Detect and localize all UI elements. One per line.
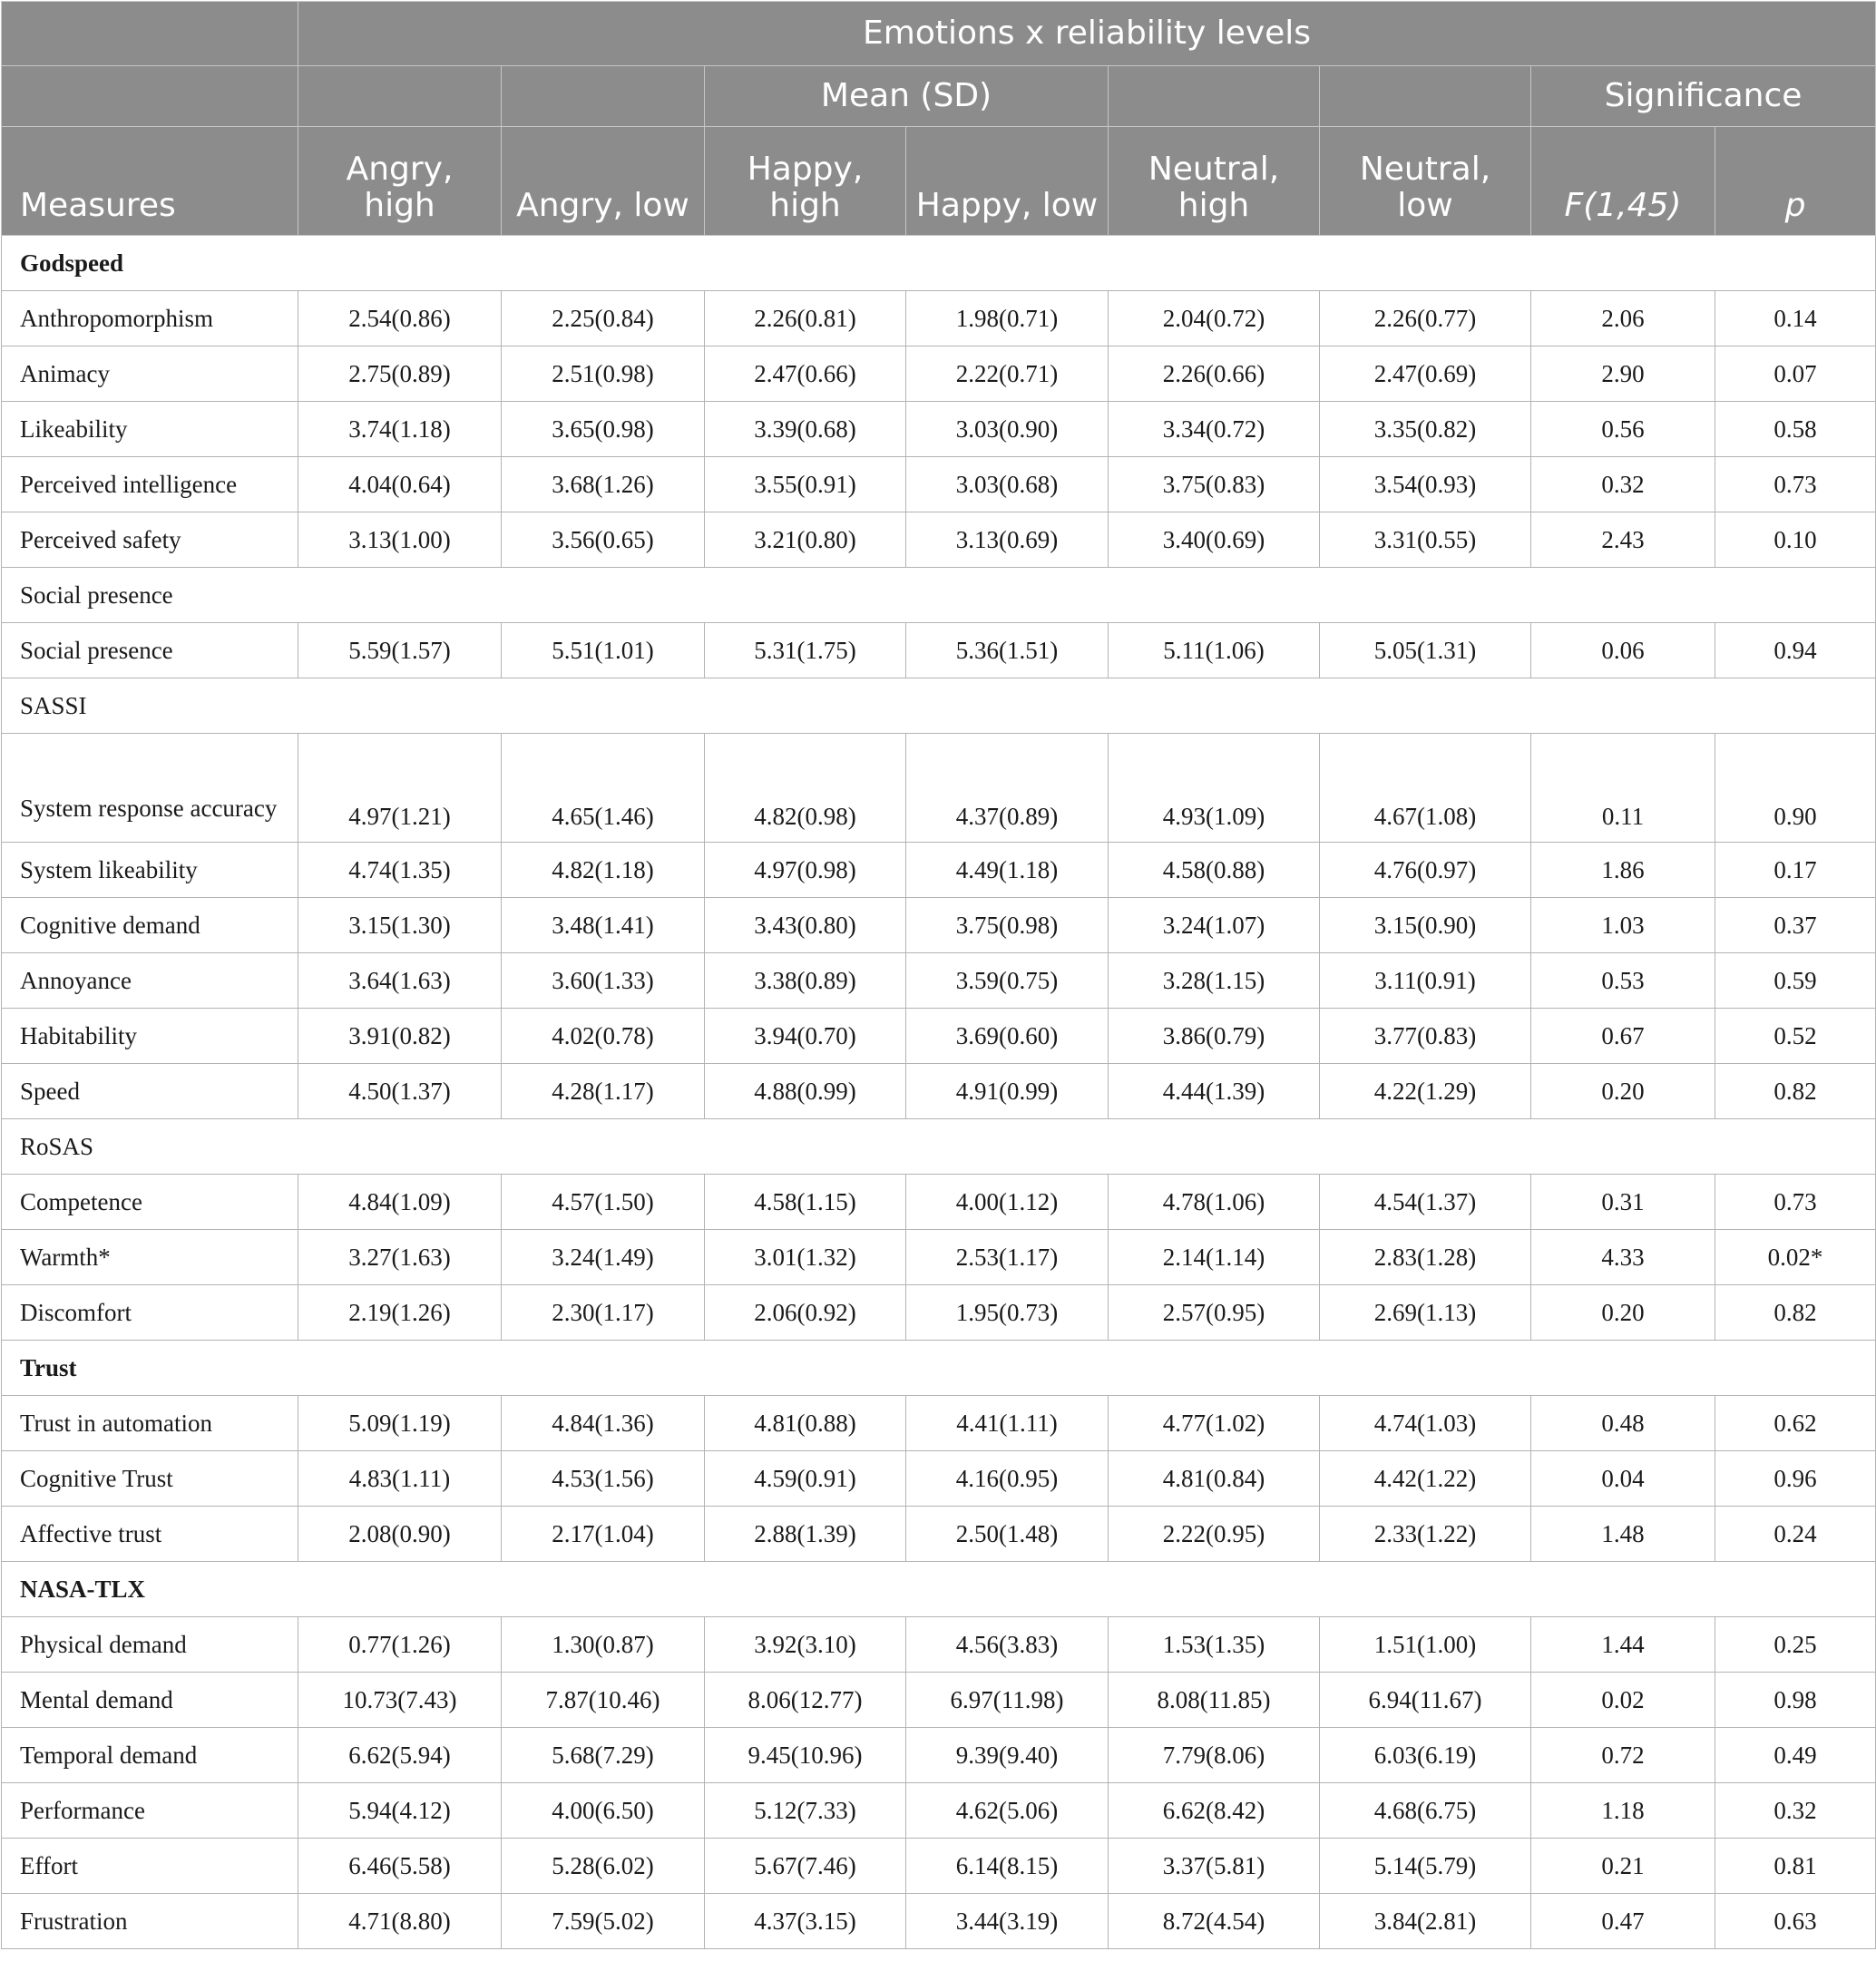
header-row-subgroup [2, 66, 1876, 127]
happy-low-cell: 1.98(0.71) [906, 291, 1109, 346]
angry-low-cell: 7.59(5.02) [502, 1894, 705, 1949]
p-value-cell: 0.96 [1715, 1451, 1876, 1507]
p-value-cell: 0.59 [1715, 953, 1876, 1009]
neutral-low-cell: 4.68(6.75) [1320, 1783, 1531, 1839]
angry-low-cell: 4.53(1.56) [502, 1451, 705, 1507]
happy-high-cell: 4.59(0.91) [705, 1451, 906, 1507]
p-value-cell: 0.07 [1715, 346, 1876, 402]
measure-label: Speed [2, 1064, 298, 1119]
section-row-trust [2, 1341, 1876, 1396]
happy-low-cell: 4.41(1.11) [906, 1396, 1109, 1451]
table-row [2, 512, 1876, 568]
section-label: Godspeed [2, 236, 1876, 291]
happy-high-cell: 3.39(0.68) [705, 402, 906, 457]
happy-low-cell: 4.49(1.18) [906, 843, 1109, 898]
neutral-high-cell: 4.81(0.84) [1109, 1451, 1320, 1507]
happy-high-cell: 3.21(0.80) [705, 512, 906, 568]
section-row-social-presence [2, 568, 1876, 623]
p-value-cell: 0.17 [1715, 843, 1876, 898]
happy-low-cell: 2.22(0.71) [906, 346, 1109, 402]
neutral-high-cell: 1.53(1.35) [1109, 1617, 1320, 1673]
section-label: SASSI [2, 678, 1876, 734]
happy-low-cell: 3.44(3.19) [906, 1894, 1109, 1949]
f-stat-cell: 0.47 [1531, 1894, 1715, 1949]
f-stat-cell: 2.43 [1531, 512, 1715, 568]
happy-high-cell: 3.43(0.80) [705, 898, 906, 953]
header-blank [298, 66, 502, 127]
happy-low-cell: 3.69(0.60) [906, 1009, 1109, 1064]
p-value-cell: 0.82 [1715, 1285, 1876, 1341]
neutral-low-cell: 4.76(0.97) [1320, 843, 1531, 898]
table-row [2, 623, 1876, 678]
table-row [2, 1728, 1876, 1783]
f-stat-cell: 0.53 [1531, 953, 1715, 1009]
angry-high-cell: 3.64(1.63) [298, 953, 502, 1009]
neutral-low-cell: 2.83(1.28) [1320, 1230, 1531, 1285]
f-stat-cell: 1.03 [1531, 898, 1715, 953]
angry-low-cell: 3.65(0.98) [502, 402, 705, 457]
angry-low-cell: 3.56(0.65) [502, 512, 705, 568]
neutral-high-cell: 8.72(4.54) [1109, 1894, 1320, 1949]
table-row [2, 346, 1876, 402]
happy-high-cell: 2.26(0.81) [705, 291, 906, 346]
angry-high-cell: 3.74(1.18) [298, 402, 502, 457]
f-stat-cell: 1.48 [1531, 1507, 1715, 1562]
happy-high-cell: 5.31(1.75) [705, 623, 906, 678]
p-value-cell: 0.37 [1715, 898, 1876, 953]
angry-low-cell: 4.84(1.36) [502, 1396, 705, 1451]
f-stat-cell: 1.44 [1531, 1617, 1715, 1673]
neutral-low-cell: 4.42(1.22) [1320, 1451, 1531, 1507]
p-value-cell: 0.25 [1715, 1617, 1876, 1673]
table-row [2, 1064, 1876, 1119]
measure-label: Social presence [2, 623, 298, 678]
neutral-high-cell: 2.14(1.14) [1109, 1230, 1320, 1285]
p-value-cell: 0.98 [1715, 1673, 1876, 1728]
angry-high-cell: 4.83(1.11) [298, 1451, 502, 1507]
angry-high-cell: 2.54(0.86) [298, 291, 502, 346]
angry-high-cell: 10.73(7.43) [298, 1673, 502, 1728]
neutral-high-cell: 2.04(0.72) [1109, 291, 1320, 346]
header-blank [2, 66, 298, 127]
table-row [2, 1617, 1876, 1673]
p-value-cell: 0.82 [1715, 1064, 1876, 1119]
section-label: Social presence [2, 568, 1876, 623]
measure-label: Cognitive demand [2, 898, 298, 953]
neutral-high-cell: 5.11(1.06) [1109, 623, 1320, 678]
f-stat-cell: 2.06 [1531, 291, 1715, 346]
angry-low-cell: 5.68(7.29) [502, 1728, 705, 1783]
measure-label: Discomfort [2, 1285, 298, 1341]
happy-low-cell: 1.95(0.73) [906, 1285, 1109, 1341]
table-row [2, 1839, 1876, 1894]
happy-low-cell: 9.39(9.40) [906, 1728, 1109, 1783]
section-label: NASA-TLX [2, 1562, 1876, 1617]
section-row-rosas [2, 1119, 1876, 1175]
col-neutral-low: Neutral, low [1320, 127, 1531, 236]
f-stat-cell: 2.90 [1531, 346, 1715, 402]
neutral-high-cell: 3.34(0.72) [1109, 402, 1320, 457]
f-stat-cell: 0.32 [1531, 457, 1715, 512]
section-row-nasa-tlx [2, 1562, 1876, 1617]
table-row [2, 402, 1876, 457]
happy-low-cell: 3.13(0.69) [906, 512, 1109, 568]
neutral-low-cell: 4.67(1.08) [1320, 734, 1531, 843]
measure-label: Temporal demand [2, 1728, 298, 1783]
measure-label: System response accuracy [2, 734, 298, 843]
neutral-high-cell: 4.58(0.88) [1109, 843, 1320, 898]
header-blank [1109, 66, 1320, 127]
angry-high-cell: 4.97(1.21) [298, 734, 502, 843]
table-row [2, 843, 1876, 898]
neutral-low-cell: 3.31(0.55) [1320, 512, 1531, 568]
p-value-cell: 0.62 [1715, 1396, 1876, 1451]
f-stat-cell: 0.11 [1531, 734, 1715, 843]
section-row-godspeed [2, 236, 1876, 291]
happy-high-cell: 2.88(1.39) [705, 1507, 906, 1562]
col-happy-low: Happy, low [906, 127, 1109, 236]
table-row [2, 1230, 1876, 1285]
neutral-low-cell: 4.22(1.29) [1320, 1064, 1531, 1119]
angry-high-cell: 6.62(5.94) [298, 1728, 502, 1783]
happy-low-cell: 4.56(3.83) [906, 1617, 1109, 1673]
angry-low-cell: 4.65(1.46) [502, 734, 705, 843]
angry-high-cell: 4.84(1.09) [298, 1175, 502, 1230]
f-stat-cell: 0.02 [1531, 1673, 1715, 1728]
mean-sd-label: Mean (SD) [705, 66, 1109, 127]
angry-low-cell: 4.82(1.18) [502, 843, 705, 898]
header-row-columns [2, 127, 1876, 236]
neutral-high-cell: 4.44(1.39) [1109, 1064, 1320, 1119]
neutral-high-cell: 2.22(0.95) [1109, 1507, 1320, 1562]
neutral-low-cell: 6.03(6.19) [1320, 1728, 1531, 1783]
angry-high-cell: 2.75(0.89) [298, 346, 502, 402]
measure-label: Mental demand [2, 1673, 298, 1728]
neutral-low-cell: 5.05(1.31) [1320, 623, 1531, 678]
p-value-cell: 0.10 [1715, 512, 1876, 568]
angry-low-cell: 3.68(1.26) [502, 457, 705, 512]
happy-low-cell: 4.16(0.95) [906, 1451, 1109, 1507]
neutral-high-cell: 2.57(0.95) [1109, 1285, 1320, 1341]
happy-high-cell: 4.97(0.98) [705, 843, 906, 898]
angry-low-cell: 7.87(10.46) [502, 1673, 705, 1728]
p-value-cell: 0.58 [1715, 402, 1876, 457]
measure-label: Performance [2, 1783, 298, 1839]
header-row-group [2, 2, 1876, 66]
table-row [2, 953, 1876, 1009]
measure-label: Habitability [2, 1009, 298, 1064]
happy-high-cell: 3.92(3.10) [705, 1617, 906, 1673]
neutral-low-cell: 3.15(0.90) [1320, 898, 1531, 953]
neutral-low-cell: 4.74(1.03) [1320, 1396, 1531, 1451]
f-stat-cell: 0.31 [1531, 1175, 1715, 1230]
angry-low-cell: 1.30(0.87) [502, 1617, 705, 1673]
angry-high-cell: 4.04(0.64) [298, 457, 502, 512]
p-value-cell: 0.52 [1715, 1009, 1876, 1064]
angry-low-cell: 3.48(1.41) [502, 898, 705, 953]
happy-low-cell: 4.62(5.06) [906, 1783, 1109, 1839]
angry-low-cell: 4.00(6.50) [502, 1783, 705, 1839]
neutral-high-cell: 3.86(0.79) [1109, 1009, 1320, 1064]
angry-high-cell: 5.59(1.57) [298, 623, 502, 678]
measure-label: Cognitive Trust [2, 1451, 298, 1507]
f-stat-cell: 0.06 [1531, 623, 1715, 678]
happy-low-cell: 3.75(0.98) [906, 898, 1109, 953]
measure-label: Likeability [2, 402, 298, 457]
measure-label: Perceived safety [2, 512, 298, 568]
measure-label: Anthropomorphism [2, 291, 298, 346]
happy-low-cell: 5.36(1.51) [906, 623, 1109, 678]
p-value-cell: 0.14 [1715, 291, 1876, 346]
p-value-cell: 0.90 [1715, 734, 1876, 843]
f-stat-cell: 0.21 [1531, 1839, 1715, 1894]
group-title: Emotions x reliability levels [298, 2, 1876, 66]
neutral-low-cell: 2.33(1.22) [1320, 1507, 1531, 1562]
neutral-high-cell: 3.40(0.69) [1109, 512, 1320, 568]
table-row [2, 1396, 1876, 1451]
measure-label: Animacy [2, 346, 298, 402]
happy-high-cell: 3.38(0.89) [705, 953, 906, 1009]
happy-low-cell: 6.14(8.15) [906, 1839, 1109, 1894]
angry-high-cell: 3.27(1.63) [298, 1230, 502, 1285]
neutral-high-cell: 3.28(1.15) [1109, 953, 1320, 1009]
p-value-cell: 0.73 [1715, 457, 1876, 512]
f-stat-cell: 1.18 [1531, 1783, 1715, 1839]
angry-low-cell: 5.28(6.02) [502, 1839, 705, 1894]
happy-high-cell: 3.94(0.70) [705, 1009, 906, 1064]
happy-high-cell: 8.06(12.77) [705, 1673, 906, 1728]
neutral-low-cell: 4.54(1.37) [1320, 1175, 1531, 1230]
section-label: RoSAS [2, 1119, 1876, 1175]
angry-low-cell: 2.30(1.17) [502, 1285, 705, 1341]
neutral-high-cell: 7.79(8.06) [1109, 1728, 1320, 1783]
col-angry-low: Angry, low [502, 127, 705, 236]
col-f-stat: F(1,45) [1531, 127, 1715, 236]
p-value-cell: 0.94 [1715, 623, 1876, 678]
happy-high-cell: 4.88(0.99) [705, 1064, 906, 1119]
neutral-high-cell: 6.62(8.42) [1109, 1783, 1320, 1839]
neutral-low-cell: 3.11(0.91) [1320, 953, 1531, 1009]
angry-high-cell: 2.19(1.26) [298, 1285, 502, 1341]
neutral-high-cell: 4.78(1.06) [1109, 1175, 1320, 1230]
happy-high-cell: 4.81(0.88) [705, 1396, 906, 1451]
angry-high-cell: 5.94(4.12) [298, 1783, 502, 1839]
happy-high-cell: 4.37(3.15) [705, 1894, 906, 1949]
happy-low-cell: 3.03(0.68) [906, 457, 1109, 512]
angry-high-cell: 3.13(1.00) [298, 512, 502, 568]
happy-low-cell: 4.37(0.89) [906, 734, 1109, 843]
f-stat-cell: 1.86 [1531, 843, 1715, 898]
f-stat-cell: 0.48 [1531, 1396, 1715, 1451]
col-measures: Measures [2, 127, 298, 236]
neutral-high-cell: 4.77(1.02) [1109, 1396, 1320, 1451]
neutral-high-cell: 4.93(1.09) [1109, 734, 1320, 843]
p-value-cell: 0.81 [1715, 1839, 1876, 1894]
measure-label: Effort [2, 1839, 298, 1894]
angry-low-cell: 5.51(1.01) [502, 623, 705, 678]
happy-high-cell: 5.12(7.33) [705, 1783, 906, 1839]
measure-label: Perceived intelligence [2, 457, 298, 512]
happy-high-cell: 4.58(1.15) [705, 1175, 906, 1230]
measure-label: Competence [2, 1175, 298, 1230]
angry-high-cell: 0.77(1.26) [298, 1617, 502, 1673]
table-body [2, 236, 1876, 1949]
neutral-high-cell: 3.75(0.83) [1109, 457, 1320, 512]
angry-high-cell: 4.74(1.35) [298, 843, 502, 898]
table-row [2, 1009, 1876, 1064]
f-stat-cell: 4.33 [1531, 1230, 1715, 1285]
table-header [2, 2, 1876, 236]
header-blank [502, 66, 705, 127]
angry-low-cell: 4.57(1.50) [502, 1175, 705, 1230]
section-row-sassi [2, 678, 1876, 734]
happy-high-cell: 2.47(0.66) [705, 346, 906, 402]
angry-low-cell: 2.25(0.84) [502, 291, 705, 346]
table-row [2, 1285, 1876, 1341]
neutral-low-cell: 2.47(0.69) [1320, 346, 1531, 402]
col-p-value: p [1715, 127, 1876, 236]
section-label: Trust [2, 1341, 1876, 1396]
angry-high-cell: 5.09(1.19) [298, 1396, 502, 1451]
p-value-cell: 0.24 [1715, 1507, 1876, 1562]
table-row [2, 457, 1876, 512]
col-neutral-high: Neutral, high [1109, 127, 1320, 236]
happy-low-cell: 6.97(11.98) [906, 1673, 1109, 1728]
neutral-low-cell: 5.14(5.79) [1320, 1839, 1531, 1894]
angry-low-cell: 3.24(1.49) [502, 1230, 705, 1285]
p-value-cell: 0.32 [1715, 1783, 1876, 1839]
happy-high-cell: 2.06(0.92) [705, 1285, 906, 1341]
header-blank [1320, 66, 1531, 127]
table-row [2, 1894, 1876, 1949]
neutral-high-cell: 2.26(0.66) [1109, 346, 1320, 402]
measure-label: System likeability [2, 843, 298, 898]
results-table [1, 1, 1876, 1949]
happy-high-cell: 5.67(7.46) [705, 1839, 906, 1894]
f-stat-cell: 0.72 [1531, 1728, 1715, 1783]
header-blank [2, 2, 298, 66]
happy-low-cell: 3.59(0.75) [906, 953, 1109, 1009]
neutral-high-cell: 3.37(5.81) [1109, 1839, 1320, 1894]
happy-high-cell: 9.45(10.96) [705, 1728, 906, 1783]
measure-label: Trust in automation [2, 1396, 298, 1451]
neutral-low-cell: 2.26(0.77) [1320, 291, 1531, 346]
happy-low-cell: 2.50(1.48) [906, 1507, 1109, 1562]
p-value-cell: 0.02* [1715, 1230, 1876, 1285]
happy-high-cell: 3.55(0.91) [705, 457, 906, 512]
angry-low-cell: 4.02(0.78) [502, 1009, 705, 1064]
neutral-high-cell: 8.08(11.85) [1109, 1673, 1320, 1728]
angry-high-cell: 4.50(1.37) [298, 1064, 502, 1119]
angry-high-cell: 3.91(0.82) [298, 1009, 502, 1064]
happy-low-cell: 4.00(1.12) [906, 1175, 1109, 1230]
p-value-cell: 0.49 [1715, 1728, 1876, 1783]
angry-high-cell: 3.15(1.30) [298, 898, 502, 953]
neutral-low-cell: 3.77(0.83) [1320, 1009, 1531, 1064]
neutral-low-cell: 3.35(0.82) [1320, 402, 1531, 457]
col-angry-high: Angry, high [298, 127, 502, 236]
table-row [2, 291, 1876, 346]
happy-low-cell: 4.91(0.99) [906, 1064, 1109, 1119]
f-stat-cell: 0.04 [1531, 1451, 1715, 1507]
measure-label: Affective trust [2, 1507, 298, 1562]
neutral-low-cell: 3.84(2.81) [1320, 1894, 1531, 1949]
angry-high-cell: 6.46(5.58) [298, 1839, 502, 1894]
table-row [2, 1507, 1876, 1562]
neutral-low-cell: 2.69(1.13) [1320, 1285, 1531, 1341]
angry-high-cell: 4.71(8.80) [298, 1894, 502, 1949]
happy-low-cell: 3.03(0.90) [906, 402, 1109, 457]
angry-low-cell: 2.17(1.04) [502, 1507, 705, 1562]
table-row [2, 1175, 1876, 1230]
table-row [2, 1451, 1876, 1507]
neutral-low-cell: 6.94(11.67) [1320, 1673, 1531, 1728]
measure-label: Annoyance [2, 953, 298, 1009]
f-stat-cell: 0.20 [1531, 1285, 1715, 1341]
table-row [2, 1783, 1876, 1839]
neutral-low-cell: 3.54(0.93) [1320, 457, 1531, 512]
significance-label: Significance [1531, 66, 1876, 127]
angry-low-cell: 3.60(1.33) [502, 953, 705, 1009]
col-happy-high: Happy, high [705, 127, 906, 236]
neutral-high-cell: 3.24(1.07) [1109, 898, 1320, 953]
p-value-cell: 0.73 [1715, 1175, 1876, 1230]
measure-label: Warmth* [2, 1230, 298, 1285]
table-row [2, 898, 1876, 953]
happy-low-cell: 2.53(1.17) [906, 1230, 1109, 1285]
measure-label: Frustration [2, 1894, 298, 1949]
angry-low-cell: 2.51(0.98) [502, 346, 705, 402]
p-value-cell: 0.63 [1715, 1894, 1876, 1949]
neutral-low-cell: 1.51(1.00) [1320, 1617, 1531, 1673]
happy-high-cell: 3.01(1.32) [705, 1230, 906, 1285]
angry-high-cell: 2.08(0.90) [298, 1507, 502, 1562]
f-stat-cell: 0.20 [1531, 1064, 1715, 1119]
f-stat-cell: 0.56 [1531, 402, 1715, 457]
f-stat-cell: 0.67 [1531, 1009, 1715, 1064]
angry-low-cell: 4.28(1.17) [502, 1064, 705, 1119]
measure-label: Physical demand [2, 1617, 298, 1673]
table-row [2, 1673, 1876, 1728]
table-row [2, 734, 1876, 843]
happy-high-cell: 4.82(0.98) [705, 734, 906, 843]
